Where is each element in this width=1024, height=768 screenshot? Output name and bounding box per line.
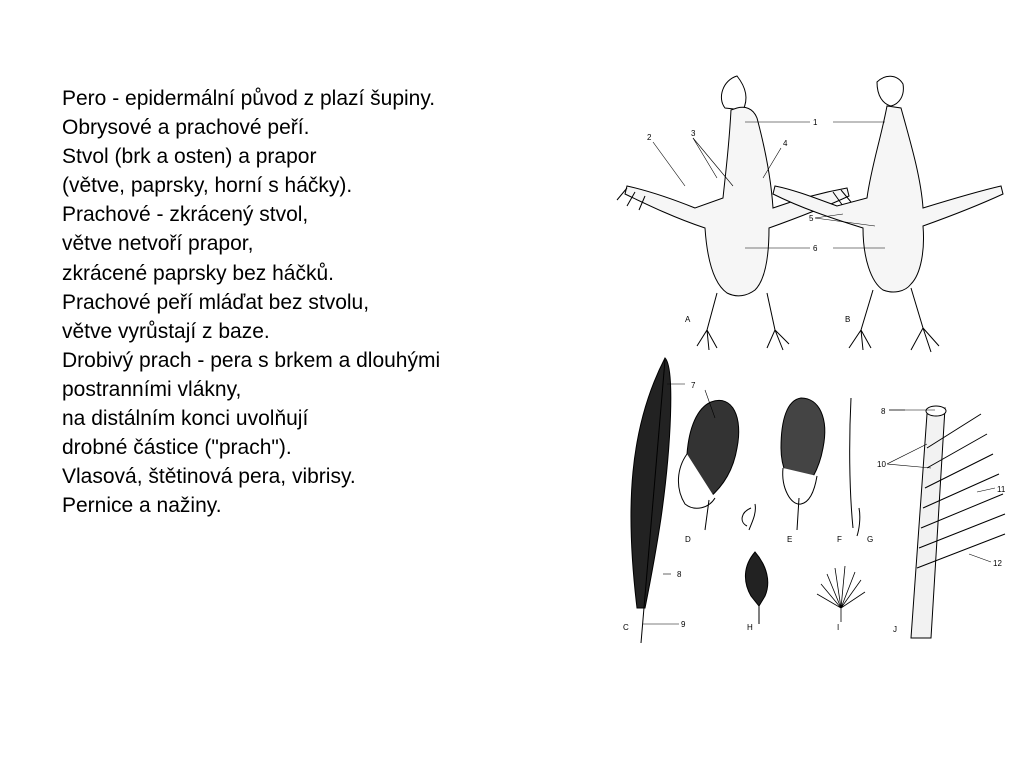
label-H: H — [747, 623, 753, 632]
label-I: I — [837, 623, 840, 632]
text-line: postranními vlákny, — [62, 377, 242, 401]
feather-i-illustration — [817, 566, 865, 622]
label-B: B — [845, 315, 851, 324]
label-3: 3 — [691, 129, 696, 138]
text-line: Obrysové a prachové peří. — [62, 116, 310, 140]
label-2: 2 — [647, 133, 652, 142]
label-E: E — [787, 535, 793, 544]
feather-h-illustration — [742, 504, 768, 624]
text-line: Prachové - zkrácený stvol, — [62, 203, 309, 227]
text-line: na distálním konci uvolňují — [62, 407, 309, 431]
label-8-right: 8 — [881, 407, 886, 416]
feather-j-illustration — [911, 406, 1005, 638]
text-line: Stvol (brk a osten) a prapor — [62, 145, 317, 169]
text-line: Prachové peří mláďat bez stvolu, — [62, 290, 370, 314]
label-4: 4 — [783, 139, 788, 148]
feather-e-illustration — [781, 398, 825, 530]
label-F: F — [837, 535, 842, 544]
label-A: A — [685, 315, 691, 324]
label-12: 12 — [993, 559, 1002, 568]
label-1: 1 — [813, 118, 818, 127]
text-line: Pernice a nažiny. — [62, 494, 222, 518]
text-line: (větve, paprsky, horní s háčky). — [62, 174, 353, 198]
text-line: Vlasová, štětinová pera, vibrisy. — [62, 465, 356, 489]
feather-f-g-illustration — [850, 398, 860, 536]
slide-text — [62, 84, 532, 520]
label-J: J — [893, 625, 897, 634]
label-7: 7 — [691, 381, 696, 390]
text-line: Drobivý prach - pera s brkem a dlouhými — [62, 348, 441, 372]
label-11: 11 — [997, 485, 1006, 494]
feather-anatomy-figure — [605, 68, 1024, 648]
label-G: G — [867, 535, 874, 544]
label-6: 6 — [813, 244, 818, 253]
label-8-left: 8 — [677, 570, 682, 579]
text-line: zkrácené paprsky bez háčků. — [62, 261, 334, 285]
feather-anatomy-svg — [605, 68, 1024, 648]
label-10: 10 — [877, 460, 886, 469]
text-line: větve vyrůstají z baze. — [62, 319, 270, 343]
label-D: D — [685, 535, 691, 544]
label-9: 9 — [681, 620, 686, 629]
feather-d-illustration — [678, 400, 738, 530]
label-C: C — [623, 623, 629, 632]
feather-c-illustration — [631, 358, 671, 643]
text-line: větve netvoří prapor, — [62, 232, 254, 256]
text-line: Pero - epidermální původ z plazí šupiny. — [62, 87, 436, 110]
text-line: drobné částice ("prach"). — [62, 436, 292, 460]
label-5: 5 — [809, 214, 814, 223]
